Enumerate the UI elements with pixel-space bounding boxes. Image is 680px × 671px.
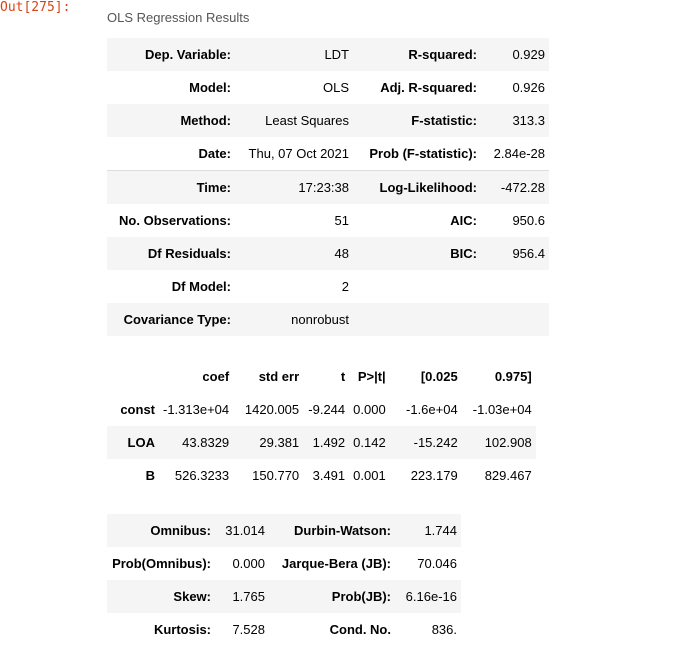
table-row	[107, 204, 549, 237]
summary-label: Covariance Type:	[107, 303, 235, 336]
summary-value: 0.926	[512, 80, 545, 95]
diagnostic-value: 7.528	[232, 622, 265, 637]
summary-value: 313.3	[481, 104, 549, 137]
table-caption: OLS Regression Results	[107, 10, 250, 25]
summary-label: Time:	[107, 171, 235, 205]
column-header: [0.025	[420, 369, 458, 384]
diagnostic-label: Prob(JB):	[269, 580, 395, 613]
table-cell: 1420.005	[244, 402, 300, 417]
summary-label: F-statistic:	[353, 104, 481, 137]
summary-label: AIC:	[450, 213, 477, 228]
table-cell: 0.000	[353, 402, 386, 417]
summary-label: Log-Likelihood:	[353, 171, 481, 205]
summary-label: No. Observations:	[119, 213, 231, 228]
table-row	[107, 38, 549, 71]
coefficients-table	[107, 360, 536, 492]
diagnostic-label: Omnibus:	[107, 514, 215, 547]
column-header: 0.975]	[494, 369, 532, 384]
diagnostic-value: 70.046	[417, 556, 457, 571]
diagnostic-label: Skew:	[107, 580, 215, 613]
summary-value: OLS	[322, 80, 349, 95]
summary-value: 17:23:38	[235, 171, 353, 205]
table-row	[107, 137, 549, 171]
table-cell: -1.6e+04	[406, 402, 458, 417]
diagnostic-value: 1.744	[395, 514, 461, 547]
summary-value: 950.6	[512, 213, 545, 228]
column-header: t	[340, 369, 346, 384]
table-row	[107, 303, 549, 336]
diagnostic-label: Kurtosis:	[153, 622, 211, 637]
summary-label: Date:	[198, 146, 231, 161]
table-cell: -1.313e+04	[163, 402, 230, 417]
diagnostic-value: 1.765	[215, 580, 269, 613]
summary-value: Least Squares	[235, 104, 353, 137]
table-cell: 829.467	[484, 468, 532, 483]
summary-label: R-squared:	[353, 38, 481, 71]
summary-label: Dep. Variable:	[107, 38, 235, 71]
summary-value: 2.84e-28	[493, 146, 545, 161]
diagnostics-table	[107, 514, 461, 646]
table-row	[107, 237, 549, 270]
table-cell: 102.908	[462, 426, 536, 459]
diagnostic-value: 836.	[431, 622, 457, 637]
table-row	[107, 514, 461, 547]
table-row	[107, 547, 461, 580]
table-cell: 1.492	[303, 426, 349, 459]
summary-value: nonrobust	[235, 303, 353, 336]
diagnostic-value: 0.000	[232, 556, 265, 571]
table-cell: 0.001	[353, 468, 386, 483]
summary-value: 48	[235, 237, 353, 270]
summary-label: Method:	[107, 104, 235, 137]
summary-value: -472.28	[481, 171, 549, 205]
row-name: const	[120, 402, 155, 417]
table-row	[107, 613, 461, 646]
table-row	[107, 71, 549, 104]
summary-label: Adj. R-squared:	[380, 80, 477, 95]
summary-label: Df Model:	[171, 279, 231, 294]
table-row	[107, 393, 536, 426]
row-name: LOA	[107, 426, 159, 459]
summary-value: 956.4	[481, 237, 549, 270]
table-row	[107, 104, 549, 137]
summary-table	[107, 38, 549, 336]
table-row	[107, 270, 549, 303]
column-header: std err	[258, 369, 300, 384]
table-row	[107, 171, 549, 205]
diagnostic-label: Cond. No.	[329, 622, 391, 637]
table-row	[107, 580, 461, 613]
summary-label: Model:	[189, 80, 231, 95]
column-header: P>|t|	[357, 369, 386, 384]
table-cell: -1.03e+04	[472, 402, 532, 417]
table-cell: -15.242	[390, 426, 462, 459]
table-cell: 223.179	[410, 468, 458, 483]
summary-value: Thu, 07 Oct 2021	[248, 146, 349, 161]
table-cell: 29.381	[233, 426, 303, 459]
summary-label: Df Residuals:	[107, 237, 235, 270]
table-cell: -9.244	[308, 402, 346, 417]
column-header	[107, 360, 159, 393]
summary-label	[353, 270, 481, 303]
summary-value	[481, 303, 549, 336]
summary-label	[353, 303, 481, 336]
summary-label: BIC:	[353, 237, 481, 270]
summary-value: 2	[341, 279, 349, 294]
diagnostic-label: Durbin-Watson:	[269, 514, 395, 547]
table-header-row	[107, 360, 536, 393]
diagnostic-value: 31.014	[215, 514, 269, 547]
table-cell: 526.3233	[174, 468, 230, 483]
column-header: coef	[202, 369, 230, 384]
diagnostic-label: Prob(Omnibus):	[112, 556, 211, 571]
diagnostic-value: 6.16e-16	[395, 580, 461, 613]
table-row	[107, 459, 536, 492]
summary-value: 0.929	[481, 38, 549, 71]
summary-value: 51	[334, 213, 349, 228]
summary-label: Prob (F-statistic):	[369, 146, 477, 161]
diagnostic-label: Jarque-Bera (JB):	[281, 556, 391, 571]
table-cell: 3.491	[312, 468, 346, 483]
table-cell: 43.8329	[159, 426, 233, 459]
summary-value	[481, 270, 549, 303]
row-name: B	[145, 468, 155, 483]
summary-value: LDT	[235, 38, 353, 71]
table-row	[107, 426, 536, 459]
table-cell: 0.142	[349, 426, 390, 459]
table-cell: 150.770	[252, 468, 300, 483]
output-prompt: Out[275]:	[0, 0, 71, 15]
